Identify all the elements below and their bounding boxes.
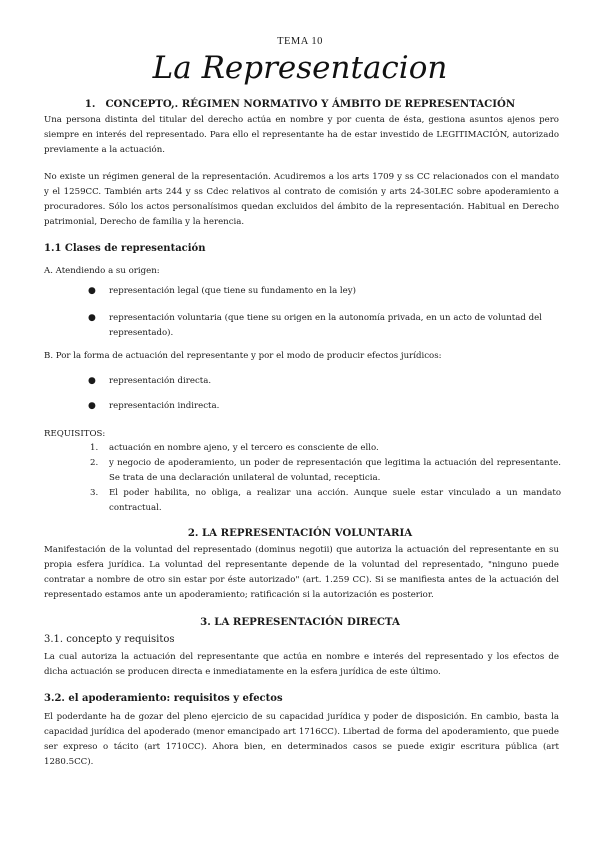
list-item: representación indirecta.	[109, 401, 220, 411]
section-1-heading	[0, 98, 600, 110]
subsection-3-1-heading: 3.1. concepto y requisitos	[44, 634, 175, 645]
page-title: La Representacion	[152, 50, 448, 86]
list-item: representación voluntaria (que tiene su origen en la autonomía privada, en un acto de voluntad del representado).	[109, 313, 542, 338]
section-1-title: CONCEPTO,. RÉGIMEN NORMATIVO Y ÁMBITO DE REPRESENTACIÓN	[105, 98, 516, 110]
bullet-icon: ●	[88, 313, 96, 323]
subsection-1-1-heading: 1.1 Clases de representación	[44, 243, 206, 254]
requirement-item: y negocio de apoderamiento, un poder de representación que legitima la actuación del representante. Se trata de una declaración unilateral de voluntad, recepticia.	[109, 458, 561, 483]
section-3-heading: 3. LA REPRESENTACIÓN DIRECTA	[200, 616, 400, 628]
requirement-number: 1.	[90, 443, 99, 453]
section-3-2-paragraph: El poderdante ha de gozar del pleno ejercicio de su capacidad jurídica y poder de disposición. En cambio, basta la capacidad jurídica del apoderado (menor emancipado art 1716CC). Libertad de forma del apoderamiento, que puede ser expreso o tácito (art 1710CC). Ahora bien, en determinados casos se puede exigir escritura pública (art 1280.5CC).	[44, 712, 559, 767]
section-3-1-paragraph: La cual autoriza la actuación del representante que actúa en nombre e interés del representado y los efectos de dicha actuación se producen directa e inmediatamente en la esfera jurídica de este último.	[44, 652, 559, 677]
subsection-3-2-heading: 3.2. el apoderamiento: requisitos y efectos	[44, 693, 283, 704]
list-item: representación legal (que tiene su fundamento en la ley)	[109, 286, 356, 296]
bullet-icon: ●	[88, 376, 96, 386]
section-1-paragraph-1: Una persona distinta del titular del derecho actúa en nombre y por cuenta de ésta, gestiona asuntos ajenos pero siempre en interés del representado. Para ello el representante ha de estar investido de LEGITIMACIÓN, autorizado previamente a la actuación.	[44, 115, 559, 155]
section-2-heading: 2. LA REPRESENTACIÓN VOLUNTARIA	[187, 527, 413, 539]
section-1-paragraph-2: No existe un régimen general de la representación. Acudiremos a los arts 1709 y ss CC relacionados con el mandato y el 1259CC. También arts 244 y ss Cdec relativos al contrato de comisión y arts 24-30LEC sobre apoderamiento a procuradores. Sólo los actos personalísimos quedan excluidos del ámbito de la representación. Habitual en Derecho patrimonial, Derecho de familia y la herencia.	[44, 172, 559, 227]
requirement-item: El poder habilita, no obliga, a realizar una acción. Aunque suele estar vinculado a un mandato contractual.	[109, 488, 561, 513]
form-label: B. Por la forma de actuación del representante y por el modo de producir efectos jurídicos:	[44, 351, 442, 361]
requirements-label: REQUISITOS:	[44, 429, 106, 439]
section-2-paragraph: Manifestación de la voluntad del representado (dominus negotii) que autoriza la actuación del representante en su propia esfera jurídica. La voluntad del representante depende de la voluntad del representado, "ninguno puede contratar a nombre de otro sin estar por éste autorizado" (art. 1.259 CC). Si se manifiesta antes de la actuación del representado estamos ante un apoderamiento; ratificación si la autorización es posterior.	[44, 545, 559, 600]
bullet-icon: ●	[88, 286, 96, 296]
list-item: representación directa.	[109, 376, 212, 386]
bullet-icon: ●	[88, 401, 96, 411]
requirement-item: actuación en nombre ajeno, y el tercero es consciente de ello.	[109, 443, 379, 453]
topic-number: TEMA 10	[277, 36, 323, 47]
requirement-number: 2.	[90, 458, 99, 468]
origin-label: A. Atendiendo a su origen:	[44, 266, 160, 276]
section-1-number: 1.	[84, 98, 96, 110]
requirement-number: 3.	[90, 488, 99, 498]
